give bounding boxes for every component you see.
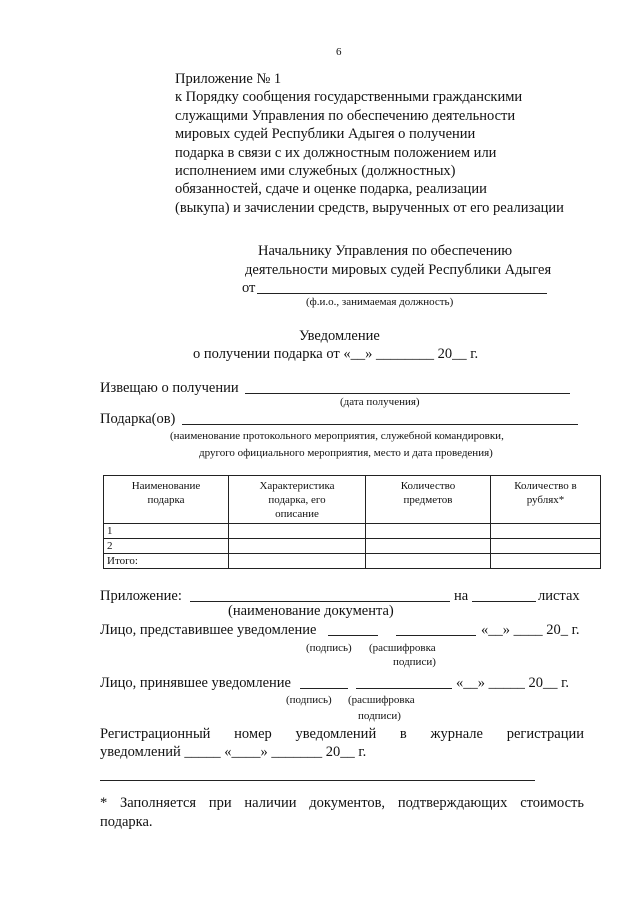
notify-label: Извещаю о получении	[100, 380, 239, 396]
presenter-decode-caption-2: подписи)	[393, 656, 436, 668]
attachment-sheets-field[interactable]	[472, 601, 536, 602]
header-gift-name: Наименование подарка	[104, 476, 229, 524]
table-row	[104, 524, 601, 539]
appendix-line: исполнением ими служебных (должностных)	[175, 163, 456, 180]
receiver-decode-caption: (расшифровка	[348, 694, 415, 706]
receiver-name-field[interactable]	[356, 688, 452, 689]
appendix-line: служащими Управления по обеспечению деятельности	[175, 107, 516, 124]
table-cell[interactable]	[229, 539, 366, 554]
appendix-line: к Порядку сообщения государственными гражданскими	[175, 89, 523, 106]
table-cell[interactable]	[366, 524, 491, 539]
presenter-name-field[interactable]	[396, 635, 476, 636]
page-number: 6	[336, 46, 342, 58]
table-cell[interactable]	[491, 554, 601, 569]
table-cell[interactable]	[229, 524, 366, 539]
doc-title: Уведомление	[299, 328, 380, 344]
footnote-line1: * Заполняется при наличии документов, подтверждающих стоимость	[100, 795, 584, 811]
event-caption-2: другого официального мероприятия, место и дата проведения)	[199, 447, 493, 459]
table-row	[104, 554, 601, 569]
table-cell[interactable]	[366, 554, 491, 569]
presenter-decode-caption: (расшифровка	[369, 642, 436, 654]
from-label: от	[242, 280, 256, 296]
header-gift-description: Характеристика подарка, его описание	[229, 476, 366, 524]
addressee-line1: Начальнику Управления по обеспечению	[258, 243, 513, 259]
receiver-signature-field[interactable]	[300, 688, 348, 689]
attachment-doc-field[interactable]	[190, 601, 450, 602]
addressee-line2: деятельности мировых судей Республики Адыгея	[245, 262, 552, 278]
table-cell[interactable]	[491, 524, 601, 539]
footnote-line2: подарка.	[100, 814, 153, 830]
event-caption-1: (наименование протокольного мероприятия, служебной командировки,	[170, 430, 504, 442]
appendix-header	[175, 70, 564, 217]
table-row	[104, 539, 601, 554]
receiver-decode-caption-2: подписи)	[358, 710, 401, 722]
attachment-sheets-label: листах	[538, 588, 580, 604]
receiver-date: «__» _____ 20__ г.	[456, 675, 570, 691]
receiver-sign-caption: (подпись)	[286, 694, 332, 706]
event-field[interactable]	[182, 424, 578, 425]
presenter-sign-caption: (подпись)	[306, 642, 352, 654]
presenter-label: Лицо, представившее уведомление	[100, 622, 317, 638]
appendix-line: Приложение № 1	[175, 71, 282, 87]
presenter-date: «__» ____ 20_ г.	[481, 622, 580, 638]
gifts-label: Подарка(ов)	[100, 411, 176, 427]
table-cell[interactable]	[491, 539, 601, 554]
table-cell: 2	[104, 539, 229, 554]
header-amount-rub: Количество в рублях*	[491, 476, 601, 524]
table-cell-total-label: Итого:	[104, 554, 229, 569]
doc-subtitle: о получении подарка от «__» ________ 20__ г.	[193, 346, 479, 362]
from-caption: (ф.и.о., занимаемая должность)	[306, 296, 454, 308]
appendix-line: обязанностей, сдаче и оценке подарка, реализации	[175, 181, 487, 198]
registration-line2: уведомлений _____ «____» _______ 20__ г.	[100, 744, 367, 760]
presenter-signature-field[interactable]	[328, 635, 378, 636]
header-item-count: Количество предметов	[366, 476, 491, 524]
from-field[interactable]	[257, 293, 547, 294]
appendix-line: (выкупа) и зачислении средств, вырученных от его реализации	[175, 199, 564, 216]
appendix-line: мировых судей Республики Адыгея о получении	[175, 126, 476, 143]
receiver-label: Лицо, принявшее уведомление	[100, 675, 291, 691]
table-cell[interactable]	[229, 554, 366, 569]
table-cell[interactable]	[366, 539, 491, 554]
attachment-label: Приложение:	[100, 588, 182, 604]
receipt-date-caption: (дата получения)	[340, 396, 420, 408]
registration-line1: Регистрационный номер уведомлений в журнале регистрации	[100, 726, 584, 742]
gifts-table	[103, 475, 601, 569]
attachment-on: на	[454, 588, 469, 604]
table-cell: 1	[104, 524, 229, 539]
table-header-row	[104, 476, 601, 524]
receipt-date-field[interactable]	[245, 393, 570, 394]
appendix-line: подарка в связи с их должностным положением или	[175, 144, 497, 161]
footnote-separator	[100, 780, 535, 781]
attachment-caption: (наименование документа)	[228, 603, 394, 619]
